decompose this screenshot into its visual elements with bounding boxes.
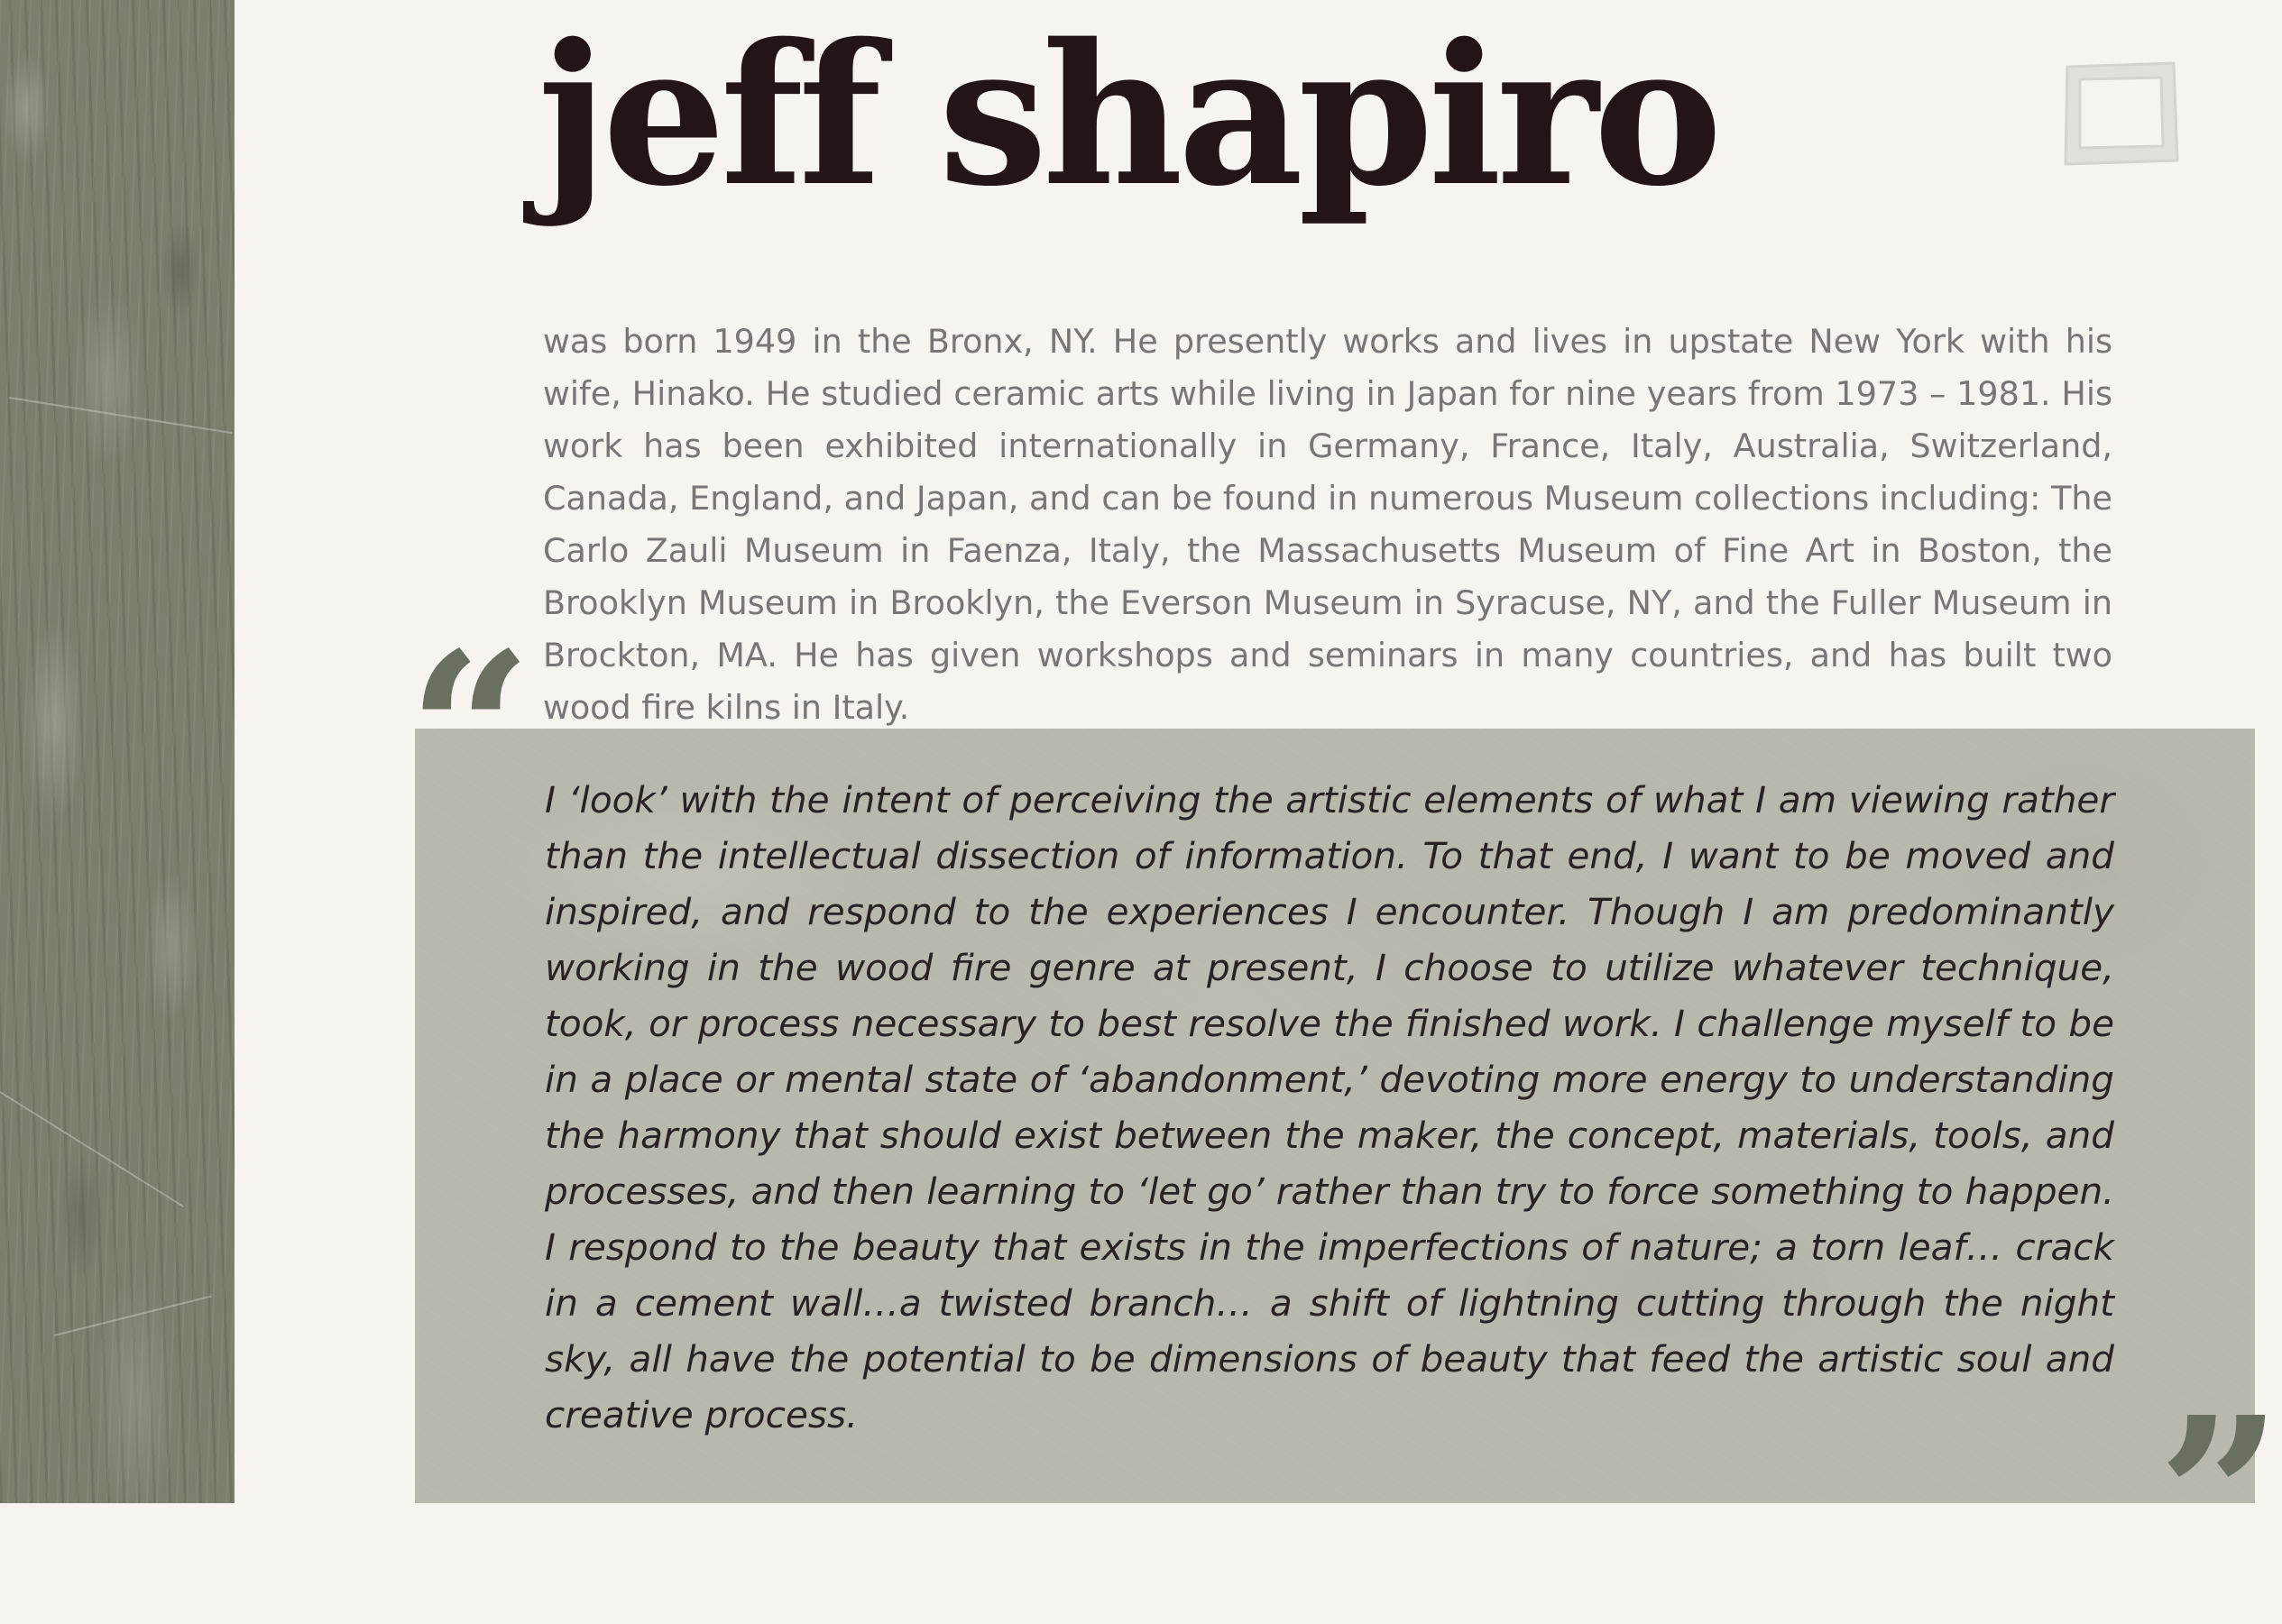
open-quote-mark: “ bbox=[408, 605, 533, 859]
artist-statement-quote: I ‘look’ with the intent of perceiving the artistic elements of what I am viewing rather than the intellectual dissection of information. To that end, I want to be moved and inspired, and respond to the experiences I encounter. Though I am predominantly working in the wood fire genre at present, I choose to utilize whatever technique, took, or process necessary to best resolve the finished work. I challenge myself to be in a place or mental state of ‘abandonment,’ devoting more energy to understanding the harmony that should exist between the maker, the concept, materials, tools, and processes, and then learning to ‘let go’ rather than try to force something to happen. I respond to the beauty that exists in the imperfections of nature; a torn leaf… crack in a cement wall…a twisted branch… a shift of lightning cutting through the night sky, all have the potential to be dimensions of beauty that feed the artistic soul and creative process. bbox=[545, 778, 2114, 1436]
texture-scratch bbox=[0, 1091, 184, 1207]
close-quote-mark: ” bbox=[2158, 1370, 2282, 1624]
texture-scratch bbox=[54, 1295, 212, 1335]
page-title: jeff shapiro bbox=[538, 1, 1717, 229]
square-frame-icon bbox=[2058, 58, 2185, 168]
artist-bio: was born 1949 in the Bronx, NY. He presently works and lives in upstate New York with his wife, Hinako. He studied ceramic arts while living in Japan for nine years from 1973 – 1981. His work has been exhibited internationally in Germany, France, Italy, Australia, Switzerland, Canada, England, and Japan, and can be found in numerous Museum collections including: The Carlo Zauli Museum in Faenza, Italy, the Massachusetts Museum of Fine Art in Boston, the Brooklyn Museum in Brooklyn, the Everson Museum in Syracuse, NY, and the Fuller Museum in Brockton, MA. He has given workshops and seminars in many countries, and has built two wood fire kilns in Italy. bbox=[543, 322, 2112, 727]
texture-scratch bbox=[9, 397, 232, 434]
decorative-texture-band bbox=[0, 0, 235, 1503]
